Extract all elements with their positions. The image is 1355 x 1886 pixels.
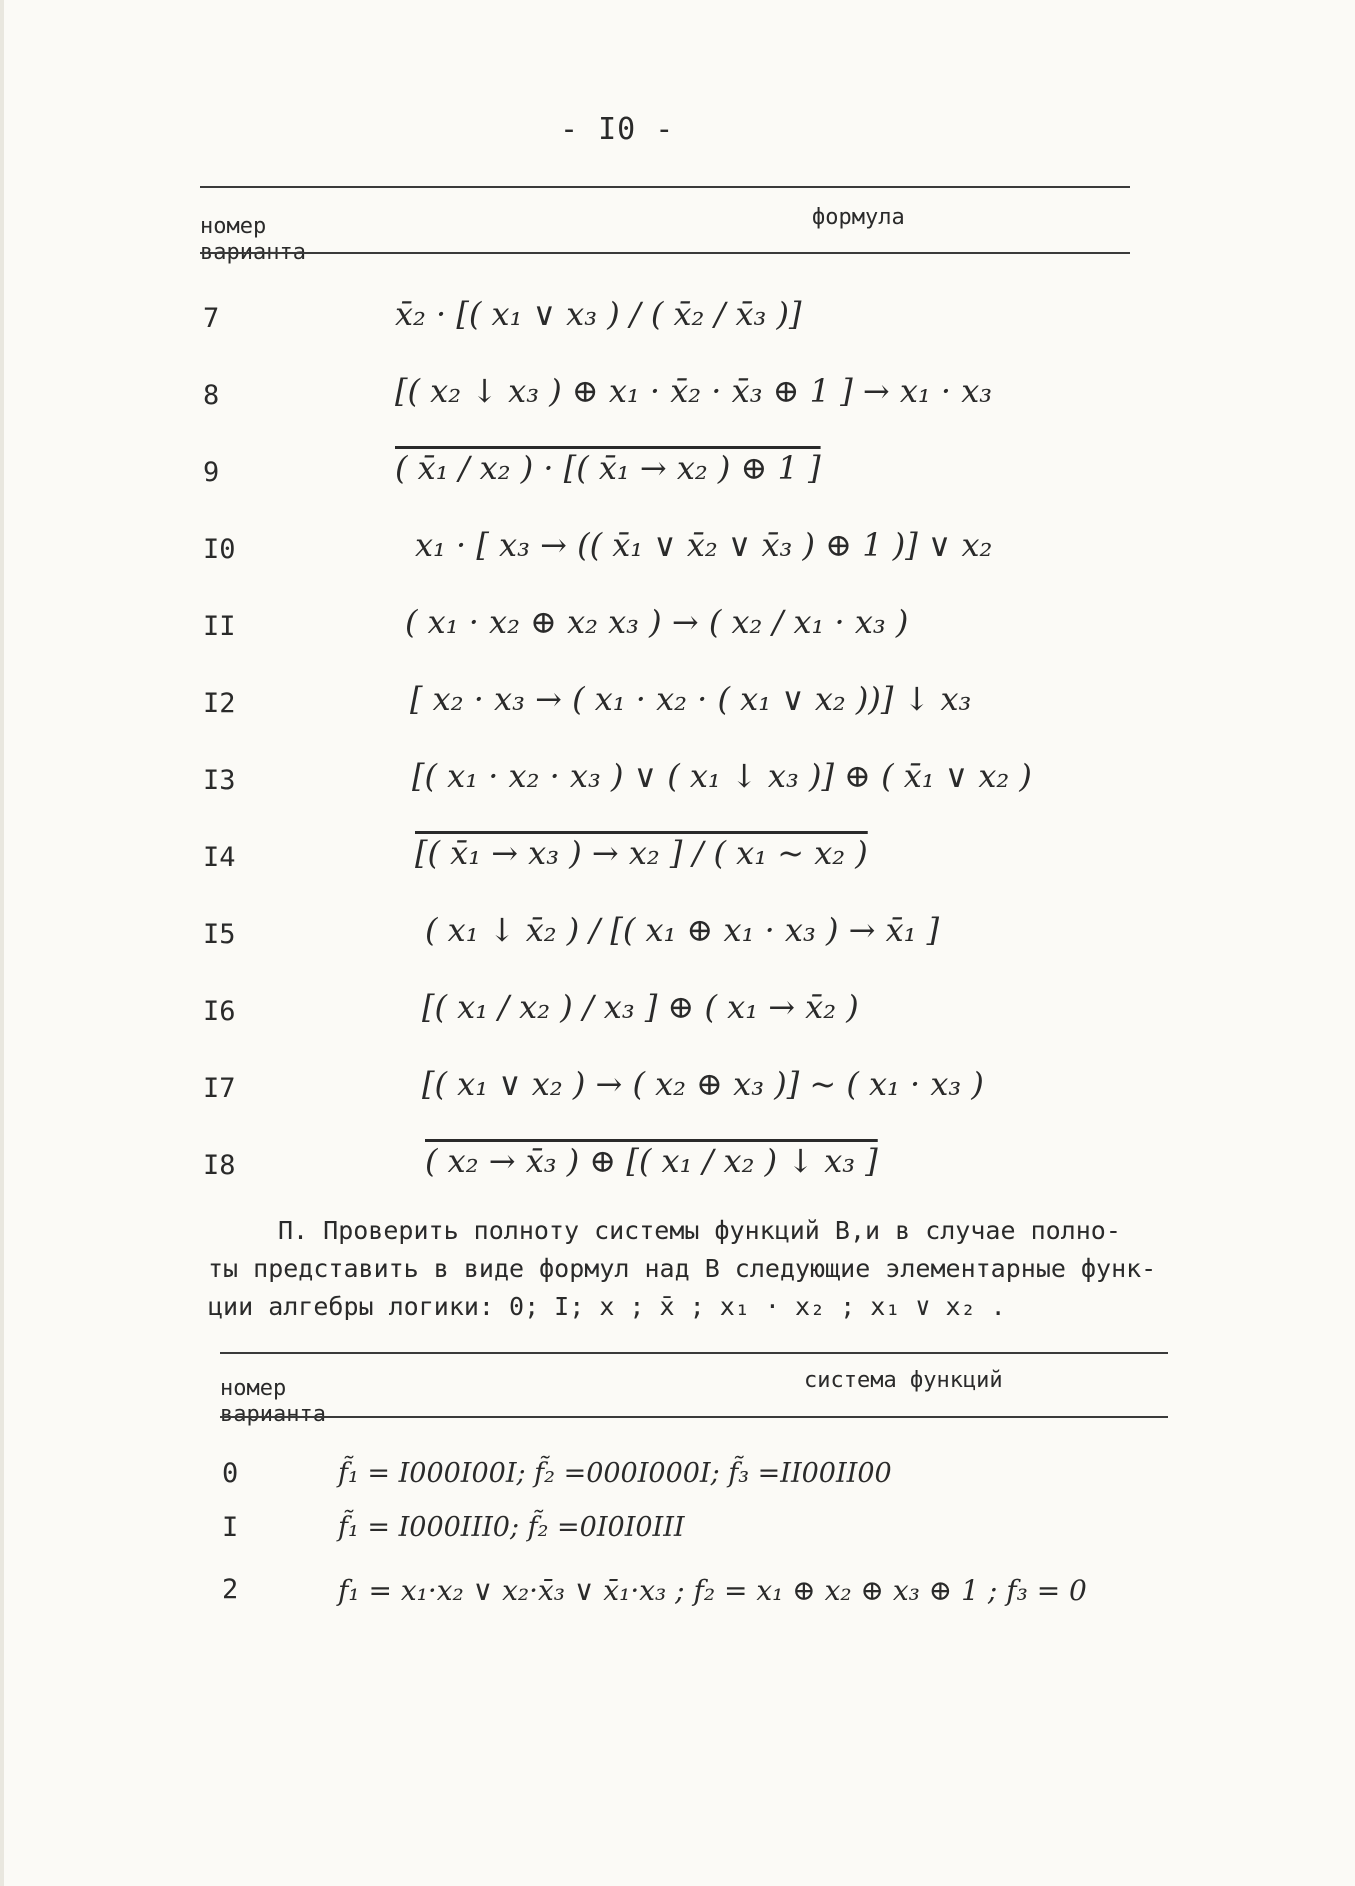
system-formula: f̃₁ = I000III0; f̃₂ =0I0I0III	[338, 1512, 685, 1543]
formula: [( x₂ ↓ x₃ ) ⊕ x₁ · x̄₂ · x̄₃ ⊕ 1 ] → x₁ · x₃	[395, 372, 993, 410]
formula: [( x₁ / x₂ ) / x₃ ] ⊕ ( x₁ → x̄₂ )	[422, 988, 859, 1026]
table1-row	[0, 988, 1355, 1044]
variant-number: 9	[203, 457, 220, 488]
table1-row	[0, 372, 1355, 428]
variant-number: 0	[222, 1458, 239, 1489]
table1-header-formula: формула	[812, 205, 905, 230]
formula: ( x₂ → x̄₃ ) ⊕ [( x₁ / x₂ ) ↓ x₃ ]	[425, 1142, 878, 1180]
header-variant-line1: номер	[220, 1376, 287, 1401]
system-formula: f₁ = x₁·x₂ ∨ x₂·x̄₃ ∨ x̄₁·x₃ ; f₂ = x₁ ⊕ x₂ ⊕ x₃ ⊕ 1 ; f₃ = 0	[338, 1574, 1087, 1607]
task-line: ты представить в виде формул над В следующие элементарные функ-	[208, 1254, 1157, 1283]
table2-header-system: система функций	[804, 1368, 1003, 1393]
formula: ( x₁ · x₂ ⊕ x₂ x₃ ) → ( x₂ / x₁ · x₃ )	[405, 603, 909, 641]
formula: x̄₂ · [( x₁ ∨ x₃ ) / ( x̄₂ / x̄₃ )]	[395, 295, 802, 333]
variant-number: I6	[203, 996, 236, 1027]
variant-number: I0	[203, 534, 236, 565]
table2-header-variant	[220, 1376, 326, 1428]
page-number: - I0 -	[560, 112, 675, 147]
formula: x₁ · [ x₃ → (( x̄₁ ∨ x̄₂ ∨ x̄₃ ) ⊕ 1 )] ∨ x₂	[415, 526, 993, 564]
variant-number: I3	[203, 765, 236, 796]
table1-header-variant	[200, 214, 306, 266]
variant-number: 8	[203, 380, 220, 411]
table2-top-rule	[220, 1352, 1168, 1354]
table2-row	[0, 1452, 1355, 1502]
header-variant-line2: варианта	[200, 240, 306, 265]
formula: [( x̄₁ → x₃ ) → x₂ ] / ( x₁ ~ x₂ )	[415, 834, 868, 872]
task-paragraph	[208, 1212, 1178, 1326]
task-line: П. Проверить полноту системы функций В,и в случае полно-	[278, 1216, 1121, 1245]
table1-row	[0, 834, 1355, 890]
variant-number: 2	[222, 1574, 239, 1605]
table1-row	[0, 526, 1355, 582]
table1-top-rule	[200, 186, 1130, 188]
variant-number: I	[222, 1512, 239, 1543]
table2-row	[0, 1506, 1355, 1556]
task-line: ции алгебры логики: 0; I; x ; x̄ ; x₁ · x₂ ; x₁ ∨ x₂ .	[208, 1292, 1006, 1321]
table1-row	[0, 680, 1355, 736]
formula: [( x₁ · x₂ · x₃ ) ∨ ( x₁ ↓ x₃ )] ⊕ ( x̄₁ ∨ x₂ )	[412, 757, 1032, 795]
formula: ( x̄₁ / x₂ ) · [( x̄₁ → x₂ ) ⊕ 1 ]	[395, 449, 821, 487]
variant-number: I7	[203, 1073, 236, 1104]
formula: [( x₁ ∨ x₂ ) → ( x₂ ⊕ x₃ )] ~ ( x₁ · x₃ )	[422, 1065, 984, 1103]
table1-row	[0, 295, 1355, 351]
variant-number: I2	[203, 688, 236, 719]
formula: ( x₁ ↓ x̄₂ ) / [( x₁ ⊕ x₁ · x₃ ) → x̄₁ ]	[425, 911, 940, 949]
variant-number: II	[203, 611, 236, 642]
variant-number: I4	[203, 842, 236, 873]
table1-row	[0, 1142, 1355, 1198]
variant-number: I5	[203, 919, 236, 950]
formula: [ x₂ · x₃ → ( x₁ · x₂ · ( x₁ ∨ x₂ ))] ↓ x₃	[410, 680, 972, 718]
header-variant-line2: варианта	[220, 1402, 326, 1427]
table2-header-rule	[220, 1416, 1168, 1418]
table2-row	[0, 1568, 1355, 1618]
table1-row	[0, 603, 1355, 659]
table1-row	[0, 757, 1355, 813]
table1-row	[0, 449, 1355, 505]
variant-number: I8	[203, 1150, 236, 1181]
table1-row	[0, 911, 1355, 967]
table1-header-rule	[200, 252, 1130, 254]
variant-number: 7	[203, 303, 220, 334]
system-formula: f̃₁ = I000I00I; f̃₂ =000I000I; f̃₃ =II00II00	[338, 1458, 892, 1489]
table1-row	[0, 1065, 1355, 1121]
header-variant-line1: номер	[200, 214, 267, 239]
